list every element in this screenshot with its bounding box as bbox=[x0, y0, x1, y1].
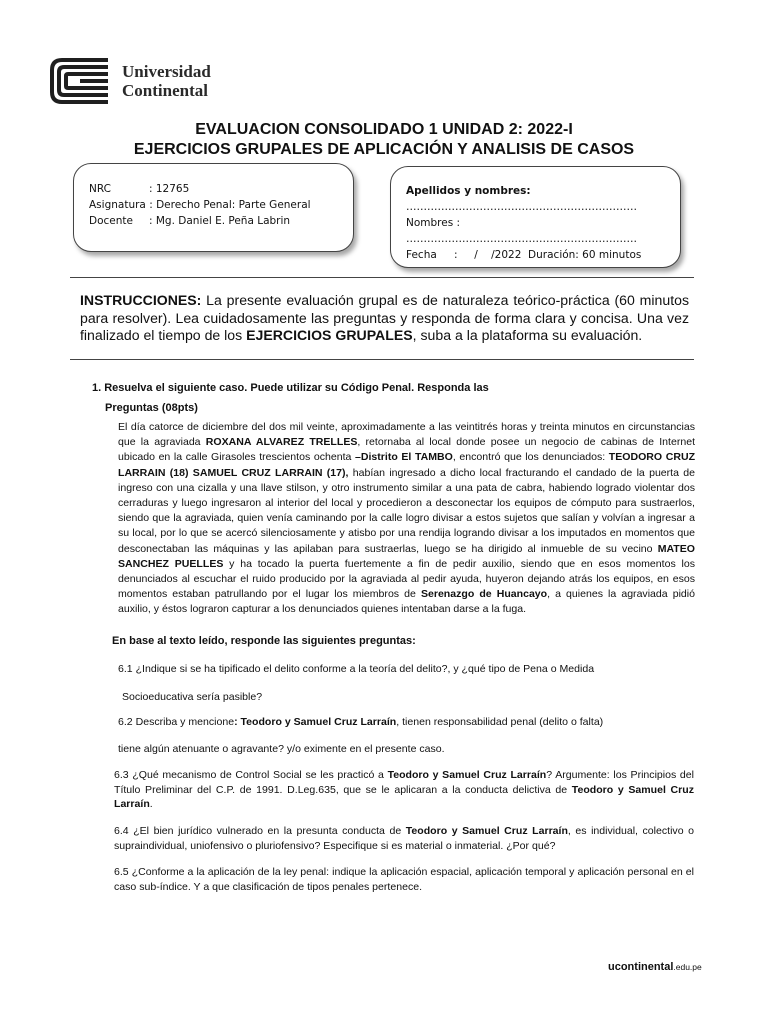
question-6-4 bbox=[114, 824, 694, 853]
docente-label: Docente bbox=[89, 215, 133, 227]
q63-names: Teodoro y Samuel Cruz Larraín bbox=[387, 769, 547, 781]
fecha-label: Fecha bbox=[406, 249, 437, 261]
question-1-heading: 1. Resuelva el siguiente caso. Puede utilizar su Código Penal. Responda las bbox=[92, 382, 489, 394]
instructions-block bbox=[80, 292, 689, 345]
instructions-text-a: La presente evaluación grupal es de naturaleza teórico-práctica (60 minutos para resolver). Lea cuidadosamente las preguntas y responda de forma clara y concisa. Una vez finalizado el tiempo de los bbox=[80, 292, 689, 343]
q64-names: Teodoro y Samuel Cruz Larraín bbox=[405, 825, 568, 837]
case-text-part: El día catorce de diciembre del dos mil veinte, aproximadamente a las veintitrés horas y treinta minutos en circunstancias que la agraviada bbox=[118, 421, 695, 449]
q62-text: 6.2 Describa y mencione bbox=[118, 716, 235, 728]
case-serenazgo: Serenazgo de Huancayo bbox=[420, 588, 548, 601]
course-info-box bbox=[73, 163, 354, 252]
university-logo bbox=[50, 58, 110, 104]
question-6-2-line1 bbox=[118, 715, 603, 730]
q63-text: 6.3 ¿Qué mecanismo de Control Social se les practicó a bbox=[114, 769, 388, 781]
case-neighbor: MATEO SANCHEZ PUELLES bbox=[118, 542, 695, 570]
questions-subheading: En base al texto leído, responde las siguientes preguntas: bbox=[112, 635, 416, 647]
case-text-part: , a quienes la agraviada pidió auxilio, y éstos lograron capturar a los denunciados quienes intentaban darse a la fuga. bbox=[118, 588, 695, 616]
instructions-text-b: , suba a la plataforma su evaluación. bbox=[412, 327, 643, 343]
university-name bbox=[122, 62, 211, 100]
instructions-label: INSTRUCCIONES: bbox=[80, 292, 202, 308]
case-text-part: , encontró que los denunciados: bbox=[452, 451, 609, 464]
fecha-row bbox=[406, 247, 680, 263]
case-defendants: TEODORO CRUZ LARRAIN (18) SAMUEL CRUZ LARRAIN (17), bbox=[118, 451, 696, 479]
question-6-5: 6.5 ¿Conforme a la aplicación de la ley penal: indique la aplicación espacial, aplicación temporal y aplicación personal en el caso sub-índice. Y a que clasificación de tipos penales pertenece. bbox=[114, 866, 694, 893]
nombres-label: Nombres : bbox=[406, 217, 461, 229]
logo-line-1: Universidad bbox=[122, 62, 211, 81]
question-1-points: Preguntas (08pts) bbox=[105, 402, 198, 414]
q64-text: , es individual, colectivo o supraindividual, uniofensivo o pluriofensivo? Especifique si es material o inmaterial. ¿Por qué? bbox=[114, 825, 694, 852]
apellidos-field[interactable]: ………………………………………………………… bbox=[406, 201, 637, 213]
q63-names: Teodoro y Samuel Cruz Larraín bbox=[114, 783, 694, 810]
question-6-1-line1: 6.1 ¿Indique si se ha tipificado el delito conforme a la teoría del delito?, y ¿qué tipo de Pena o Medida bbox=[118, 663, 595, 675]
apellidos-label: Apellidos y nombres: bbox=[406, 185, 531, 197]
footer-domain: .edu.pe bbox=[673, 962, 702, 972]
docente-row bbox=[89, 213, 311, 229]
case-text-part: habían ingresado a dicho local fracturando el candado de la puerta de ingreso con una cizalla y una llave stilson, y otro instrumento similar a una pata de cabra, habiendo logrado violentar dos cerraduras y luego ingresaron al interior del local y procedieron a desconectar los equipos de cómputo para sustraerlos, siendo que la agraviada, quien venía caminando por la calle logro divisar a estos sujetos que salían y volvían a ingresar a su local, por lo que se acercó silenciosamente y atisbo por una rendija logrando divisar a los imputados en momentos que desconectaban las máquinas y las apilaban para sustraerlas, luego se ha dirigido al inmueble de su vecino bbox=[118, 466, 696, 555]
nrc-label: NRC bbox=[89, 183, 111, 195]
nombres-row bbox=[406, 215, 680, 247]
logo-line-2: Continental bbox=[122, 81, 208, 100]
case-district: –Distrito El TAMBO bbox=[355, 451, 453, 464]
footer-brand-name: ucontinental bbox=[608, 961, 674, 973]
q63-text: ? Argumente: los Principios del Título Preliminar del C.P. de 1991. D.Leg.635, que se le aplicaran a la conducta delictiva de bbox=[114, 769, 695, 796]
divider-bottom bbox=[70, 359, 694, 360]
asignatura-row bbox=[89, 197, 311, 213]
question-6-1-line2: Socioeducativa sería pasible? bbox=[122, 691, 263, 703]
q62-names: : Teodoro y Samuel Cruz Larraín bbox=[234, 716, 397, 728]
q63-text: . bbox=[149, 798, 153, 810]
question-6-3 bbox=[114, 768, 694, 812]
case-text-part: , retornaba al local donde posee un negocio de cabinas de Internet ubicado en la calle Girasoles trescientos ochenta bbox=[118, 436, 696, 464]
case-text bbox=[118, 420, 695, 618]
case-victim-name: ROXANA ALVAREZ TRELLES bbox=[205, 436, 358, 449]
exam-title: EVALUACION CONSOLIDADO 1 UNIDAD 2: 2022-I bbox=[195, 121, 573, 138]
asignatura-value: : Derecho Penal: Parte General bbox=[149, 199, 311, 211]
student-info-box bbox=[390, 166, 681, 268]
nrc-row bbox=[89, 181, 311, 197]
q62-text: , tienen responsabilidad penal (delito o falta) bbox=[396, 716, 604, 728]
docente-value: : Mg. Daniel E. Peña Labrin bbox=[149, 215, 291, 227]
instructions-bold: EJERCICIOS GRUPALES bbox=[246, 327, 413, 343]
fecha-value: : / /2022 Duración: 60 minutos bbox=[454, 249, 642, 261]
divider-top bbox=[70, 277, 694, 278]
nrc-value: : 12765 bbox=[149, 183, 190, 195]
q64-text: 6.4 ¿El bien jurídico vulnerado en la presunta conducta de bbox=[114, 825, 406, 837]
asignatura-label: Asignatura bbox=[89, 199, 146, 211]
question-6-2-line2: tiene algún atenuante o agravante? y/o eximente en el presente caso. bbox=[118, 743, 445, 755]
case-text-part: y ha tocado la puerta fuertemente a fin de pedir auxilio, siendo que en esos momentos los denunciados al escuchar el ruido producido por la agraviada al pedir ayuda, huyeron dejando atrás los equipos, en esos momentos estaban patrullando por el lugar los miembros de bbox=[118, 557, 695, 601]
footer-brand bbox=[608, 961, 702, 973]
nombres-field[interactable]: ………………………………………………………… bbox=[406, 233, 637, 245]
exam-subtitle: EJERCICIOS GRUPALES DE APLICACIÓN Y ANALISIS DE CASOS bbox=[133, 141, 635, 158]
